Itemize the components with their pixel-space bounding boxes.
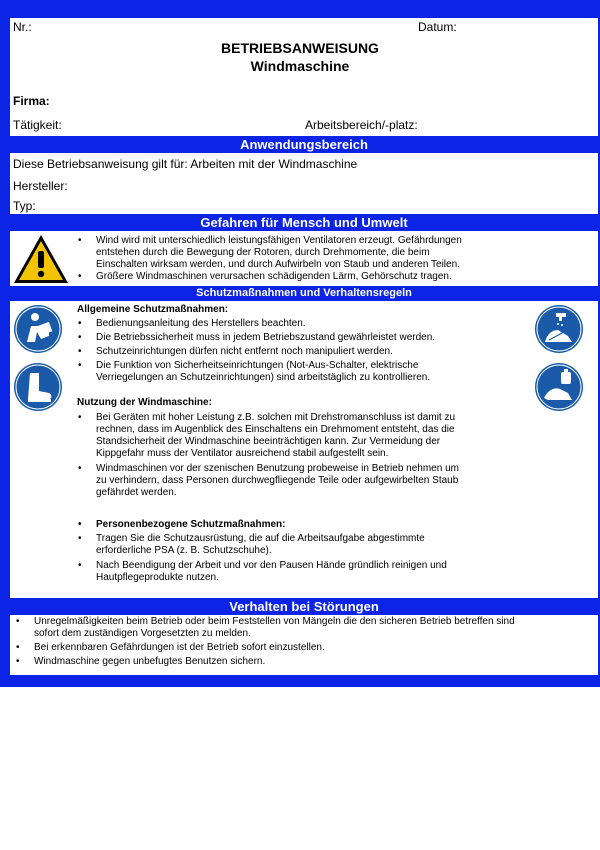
- stoerungen-list: [14, 616, 598, 668]
- list-item: [76, 463, 526, 499]
- read-manual-icon: [13, 304, 63, 354]
- safety-boots-icon: [13, 362, 63, 412]
- hersteller-label: Hersteller:: [13, 179, 68, 193]
- list-item: [76, 271, 596, 283]
- nutzung-list: [76, 412, 526, 499]
- list-item-line: • Bedienungsanleitung des Herstellers beachten.: [96, 318, 306, 329]
- list-item-line: erforderliche PSA (z. B. Schutzschuhe).: [96, 545, 272, 556]
- list-item-line: • Die Funktion von Sicherheitseinrichtungen (Not-Aus-Schalter, elektrische: [96, 360, 419, 371]
- personen-heading-list: [76, 519, 526, 531]
- list-item-line: • Wind wird mit unterschiedlich leistungsfähigen Ventilatoren erzeugt. Gefährdungen: [96, 235, 462, 246]
- allgemein-list: [76, 318, 526, 384]
- personen-list: [76, 533, 526, 584]
- document-title: BETRIEBSANWEISUNG: [221, 40, 379, 56]
- list-item: [76, 235, 596, 271]
- list-item: [76, 533, 526, 557]
- list-item-line: entstehen durch die Bewegung der Rotoren, durch Drehmomente, die beim: [96, 247, 430, 258]
- list-item-line: gefährdet werden.: [96, 487, 177, 498]
- list-item: [14, 656, 598, 668]
- list-item-line: • Bei Geräten mit hoher Leistung z.B. solchen mit Drehstromanschluss ist damit zu: [96, 412, 456, 423]
- list-item: [76, 560, 526, 584]
- list-item-line: • Windmaschinen vor der szenischen Benutzung probeweise in Betrieb nehmen um: [96, 463, 459, 474]
- list-item-line: • Größere Windmaschinen verursachen schädigenden Lärm, Gehörschutz tragen.: [96, 271, 452, 282]
- list-item-line: • Nach Beendigung der Arbeit und vor den Pausen Hände gründlich reinigen und: [96, 560, 447, 571]
- header-panel: [10, 18, 598, 136]
- anwendungsbereich-heading: Anwendungsbereich: [240, 137, 368, 152]
- list-item: [14, 642, 598, 654]
- list-item-line: Einschalten wirksam werden, und durch Aufwirbeln von Staub und anderen Teilen.: [96, 259, 460, 270]
- list-item-line: Kippgefahr muss der Ventilator ausreichend stabil aufgestellt sein.: [96, 448, 389, 459]
- list-item-line: • Schutzeinrichtungen dürfen nicht entfernt noch manipuliert werden.: [96, 346, 393, 357]
- list-item-line: rechnen, dass im Augenblick des Einschaltens ein Drehmoment entsteht, das die: [96, 424, 455, 435]
- nutzung-heading: Nutzung der Windmaschine:: [77, 397, 212, 408]
- gilt-fuer-text: Diese Betriebsanweisung gilt für: Arbeiten mit der Windmaschine: [13, 157, 358, 171]
- gefahren-heading: Gefahren für Mensch und Umwelt: [200, 215, 408, 230]
- personen-heading: • Personenbezogene Schutzmaßnahmen:: [76, 519, 526, 531]
- arbeitsbereich-label: Arbeitsbereich/-platz:: [305, 118, 418, 132]
- list-item: [76, 412, 526, 460]
- firma-label: Firma:: [13, 94, 50, 108]
- allgemein-heading: Allgemeine Schutzmaßnahmen:: [77, 304, 229, 315]
- nr-label: Nr.:: [13, 20, 32, 34]
- list-item-line: • Tragen Sie die Schutzausrüstung, die auf die Arbeitsaufgabe abgestimmte: [96, 533, 425, 544]
- list-item: [76, 360, 526, 384]
- list-item-line: zu verhindern, dass Personen durchwegfliegende Teile oder aufgewirbelten Staub: [96, 475, 459, 486]
- taetigkeit-label: Tätigkeit:: [13, 118, 62, 132]
- wash-hands-icon: [534, 304, 584, 354]
- schutz-heading: Schutzmaßnahmen und Verhaltensregeln: [196, 287, 412, 299]
- list-item-line: Verriegelungen an Schutzeinrichtungen) sind arbeitstäglich zu kontrollieren.: [96, 372, 431, 383]
- skin-care-icon: [534, 362, 584, 412]
- list-item-line: • Windmaschine gegen unbefugtes Benutzen sichern.: [34, 656, 266, 667]
- document-subtitle: Windmaschine: [250, 58, 350, 74]
- list-item-line: • Die Betriebssicherheit muss in jedem Betriebszustand gewährleistet werden.: [96, 332, 436, 343]
- list-item-line: Hautpflegeprodukte nutzen.: [96, 572, 219, 583]
- gefahren-list: [76, 235, 596, 283]
- warning-triangle-icon: [12, 233, 70, 285]
- list-item-line: • Bei erkennbaren Gefährdungen ist der Betrieb sofort einzustellen.: [34, 642, 325, 653]
- list-item-line: • Unregelmäßigkeiten beim Betrieb oder beim Feststellen von Mängeln die den sicheren Betrieb betreffen sind: [34, 616, 515, 627]
- datum-label: Datum:: [418, 20, 457, 34]
- list-item: [76, 332, 526, 344]
- stoerungen-heading: Verhalten bei Störungen: [229, 599, 379, 614]
- list-item-line: Standsicherheit der Windmaschine beeinträchtigen kann. Zur Vermeidung der: [96, 436, 441, 447]
- list-item: [76, 318, 526, 330]
- list-item: [14, 616, 598, 640]
- list-item: [76, 346, 526, 358]
- typ-label: Typ:: [13, 199, 36, 213]
- list-item-line: sofort dem zuständigen Vorgesetzten zu melden.: [34, 628, 251, 639]
